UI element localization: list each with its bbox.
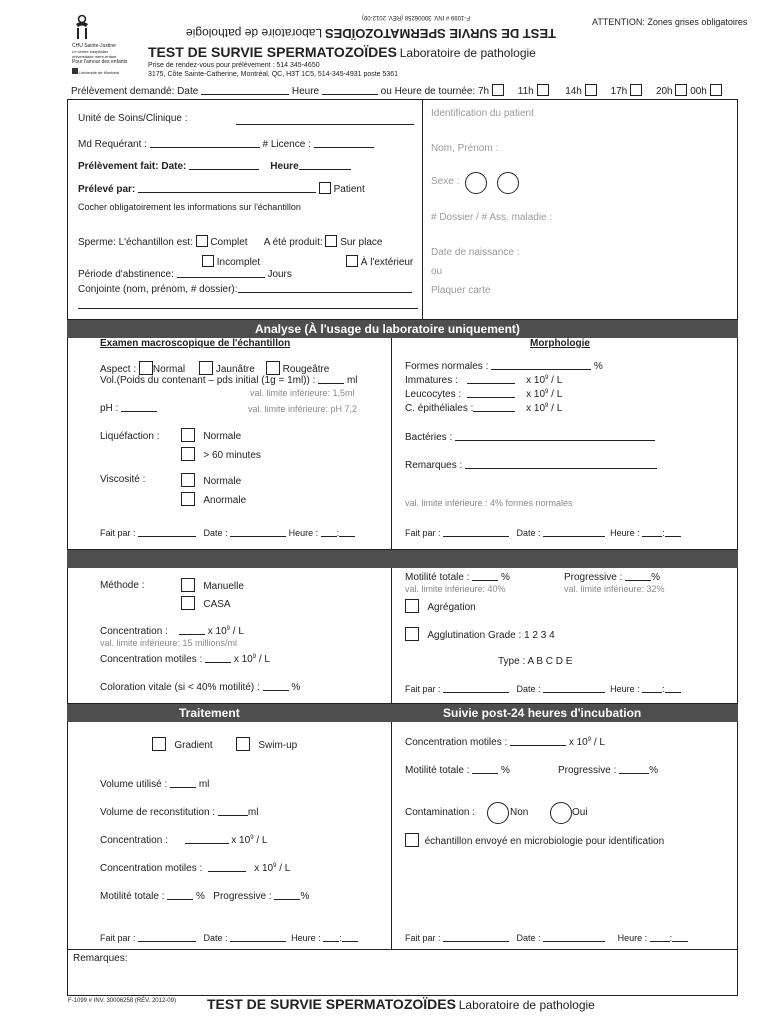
logo-line5: Université de Montréal — [79, 70, 120, 75]
formes-row: Formes normales : % — [405, 361, 603, 372]
leucocytes-row: Leucocytes : x $10^9$ / L — [405, 389, 563, 400]
checkbox-patient[interactable] — [319, 182, 331, 194]
trait-signoff: Fait par : Date : Heure : : — [100, 933, 358, 943]
checkbox-00h[interactable] — [710, 84, 722, 96]
vol-row: Vol.(Poids du contenant – pds initial (1g = 1ml)) : ml — [100, 375, 358, 386]
checkbox-jaunatre[interactable] — [199, 361, 213, 375]
remarques-box[interactable] — [67, 950, 738, 996]
logo-line1: CHU Sainte-Justine — [72, 43, 116, 49]
attention-note: ATTENTION: Zones grises obligatoires — [592, 17, 748, 27]
label-oui: Oui — [572, 807, 588, 818]
suivie-conc-row: Concentration motiles : x $10^9$ / L — [405, 737, 605, 748]
chu-logo-icon — [72, 14, 92, 40]
liquefaction-label: Liquéfaction : — [100, 431, 160, 442]
patient-naissance: Date de naissance : — [431, 247, 520, 258]
unite-field[interactable] — [236, 124, 414, 125]
liq-60: > 60 minutes — [181, 447, 261, 461]
middle-signoff: Fait par : Date : Heure : : — [405, 684, 681, 694]
viscosite-label: Viscosité : — [100, 474, 146, 485]
checkbox-agglutination[interactable] — [405, 627, 419, 641]
logo-line2: Le centre hospitalier — [72, 49, 109, 54]
trait-conc-motiles-row: Concentration motiles : x $10^9$ / L — [100, 863, 291, 874]
suivie-title: Suivie post-24 heures d'incubation — [443, 706, 642, 720]
contamination-row: Contamination : — [405, 807, 476, 818]
checkbox-sur-place[interactable] — [325, 235, 337, 247]
patient-nom: Nom, Prénom : — [431, 143, 499, 154]
sexe-circle-2[interactable] — [497, 172, 519, 194]
checkbox-incomplet[interactable] — [202, 255, 214, 267]
checkbox-visc-normale[interactable] — [181, 473, 195, 487]
traitement-title: Traitement — [179, 706, 240, 720]
suivie-motilite-row: Motilité totale : % — [405, 765, 510, 776]
remarques-label: Remarques: — [73, 953, 128, 964]
vol-limit: val. limite inférieure: 1,5ml — [250, 388, 355, 398]
request-line: Prélèvement demandé: Date Heure ou Heure de tournée: 7h 11h 14h 17h 20h 00h — [71, 84, 722, 97]
patient-dossier: # Dossier / # Ass. maladie : — [431, 212, 553, 223]
form-title-bold: TEST DE SURVIE SPERMATOZOÏDES — [148, 44, 397, 60]
agglutination-row: Agglutination Grade : 1 2 3 4 — [405, 627, 555, 641]
logo-line4: Pour l'amour des enfants — [72, 59, 128, 65]
macro-signoff: Fait par : Date : Heure : : — [100, 528, 355, 538]
incomplet-row: Incomplet — [202, 255, 260, 268]
agregation-row: Agrégation — [405, 599, 476, 613]
circle-non[interactable] — [487, 802, 509, 824]
circle-oui[interactable] — [550, 802, 572, 824]
morpho-limit: val. limite inférieure : 4% formes normales — [405, 498, 573, 508]
suivie-progressive-row: Progressive : % — [558, 765, 659, 776]
type-row: Type : A B C D E — [498, 656, 573, 667]
logo — [72, 14, 148, 75]
logo-line3: universitaire mère-enfant — [72, 54, 117, 59]
footer-title: TEST DE SURVIE SPERMATOZOÏDES Laboratoire de pathologie — [207, 996, 595, 1012]
liq-normale: Normale — [181, 428, 241, 442]
visc-normale: Normale — [181, 473, 241, 487]
progressive-row: Progressive : % — [564, 572, 661, 583]
analyse-divider — [391, 338, 392, 550]
patient-ident: Identification du patient — [431, 108, 534, 119]
checkbox-complet[interactable] — [196, 235, 208, 247]
university-icon — [72, 68, 78, 74]
abstinence-row: Période d'abstinence: Jours — [78, 269, 292, 280]
checkbox-aspect-normal[interactable] — [139, 361, 153, 375]
progressive-limit: val. limite inférieure: 32% — [564, 584, 665, 594]
vol-utilise-row: Volume utilisé : ml — [100, 779, 210, 790]
checkbox-17h[interactable] — [630, 84, 642, 96]
checkbox-manuelle[interactable] — [181, 578, 195, 592]
mirrored-title: TEST DE SURVIE SPERMATOZOÏDES Laboratoire de pathologie — [186, 26, 557, 41]
checkbox-20h[interactable] — [675, 84, 687, 96]
macro-title: Examen macroscopique de l'échantillon — [100, 338, 291, 349]
methode-label: Méthode : — [100, 580, 145, 591]
prelevement-fait: Prélèvement fait: Date: Heure — [78, 161, 351, 172]
vol-recon-row: Volume de reconstitution : ml — [100, 807, 259, 818]
middle-divider — [391, 568, 392, 704]
checkbox-swimup[interactable] — [236, 737, 250, 751]
suivie-signoff: Fait par : Date : Heure : : — [405, 933, 688, 943]
sexe-circle-1[interactable] — [465, 172, 487, 194]
conjointe-row: Conjointe (nom, prénom, # dossier): — [78, 284, 412, 295]
unite-label: Unité de Soins/Clinique : — [78, 113, 188, 124]
traitement-divider — [391, 722, 392, 950]
checkbox-exterieur[interactable] — [346, 255, 358, 267]
swimup-row: Swim-up — [236, 737, 297, 751]
visc-anormale: Anormale — [181, 492, 246, 506]
trait-concentration-row: Concentration : x $10^9$ / L — [100, 835, 268, 846]
concentration-row: Concentration : x $10^9$ / L — [100, 626, 244, 637]
checkbox-7h[interactable] — [492, 84, 504, 96]
rdv-phone: Prise de rendez-vous pour prélèvement : 514 345-4650 — [148, 62, 320, 69]
ph-limit: val. limite inférieure: pH 7,2 — [248, 404, 358, 414]
coloration-row: Coloration vitale (si < 40% motilité) : % — [100, 682, 301, 693]
exterieur-row: À l'extérieur — [346, 255, 413, 268]
checkbox-liq-60[interactable] — [181, 447, 195, 461]
gradient-row: Gradient — [152, 737, 213, 751]
footer-code: F-1099 # INV. 30006258 (RÉV. 2012-09) — [68, 998, 176, 1004]
concentration-limit: val. limite inférieure: 15 millions/ml — [100, 638, 238, 648]
checkbox-agregation[interactable] — [405, 599, 419, 613]
envoye-row: échantillon envoyé en microbiologie pour identification — [405, 833, 664, 847]
checkbox-11h[interactable] — [537, 84, 549, 96]
aspect-row: Aspect : Normal Jaunâtre Rougeâtre — [100, 361, 329, 375]
immatures-row: Immatures : x $10^9$ / L — [405, 375, 563, 386]
checkbox-casa[interactable] — [181, 596, 195, 610]
motilite-limit: val. limite inférieure: 40% — [405, 584, 506, 594]
patient-ou: ou — [431, 266, 443, 277]
analyse-bar — [67, 320, 738, 338]
preleve-par: Prélevé par: Patient — [78, 184, 365, 195]
middle-bar — [67, 550, 738, 568]
checkbox-liq-normale[interactable] — [181, 428, 195, 442]
trait-motilite-row: Motilité totale : % Progressive : % — [100, 891, 310, 902]
patient-sexe: Sexe : — [431, 176, 460, 187]
morpho-signoff: Fait par : Date : Heure : : — [405, 528, 681, 538]
ph-row: pH : — [100, 403, 157, 414]
form-title-light: Laboratoire de pathologie — [399, 46, 536, 60]
traitement-bar — [67, 704, 738, 722]
checkbox-rougeatre[interactable] — [266, 361, 280, 375]
checkbox-14h[interactable] — [585, 84, 597, 96]
conjointe-line2[interactable] — [78, 308, 418, 309]
form-title — [148, 44, 536, 60]
cocher-note: Cocher obligatoirement les informations sur l'échantillon — [78, 202, 301, 212]
methode-casa: CASA — [181, 596, 231, 610]
methode-manuelle: Manuelle — [181, 578, 244, 592]
epith-row: C. épithéliales : x $10^9$ / L — [405, 403, 563, 414]
md-label: Md Requérant : # Licence : — [78, 139, 374, 150]
label-non: Non — [510, 807, 529, 818]
checkbox-envoye[interactable] — [405, 833, 419, 847]
patient-carte: Plaquer carte — [431, 285, 491, 296]
motilite-totale-row: Motilité totale : % — [405, 572, 510, 583]
conc-motiles-row: Concentration motiles : x $10^9$ / L — [100, 654, 270, 665]
mirrored-form-code: F-1099 # INV. 30006258 (RÉV. 2012-09) — [362, 14, 470, 20]
checkbox-visc-anormale[interactable] — [181, 492, 195, 506]
address: 3175, Côte Sainte-Catherine, Montréal, QC, H3T 1C5, 514-345-4931 poste 5361 — [148, 71, 399, 78]
morpho-title: Morphologie — [530, 338, 590, 349]
remarques-morpho: Remarques : — [405, 460, 657, 471]
bacteries-row: Bactéries : — [405, 432, 655, 443]
sperme-row: Sperme: L'échantillon est: Complet A été produit: Sur place — [78, 237, 383, 248]
analyse-title: Analyse (À l'usage du laboratoire uniquement) — [255, 322, 520, 336]
checkbox-gradient[interactable] — [152, 737, 166, 751]
